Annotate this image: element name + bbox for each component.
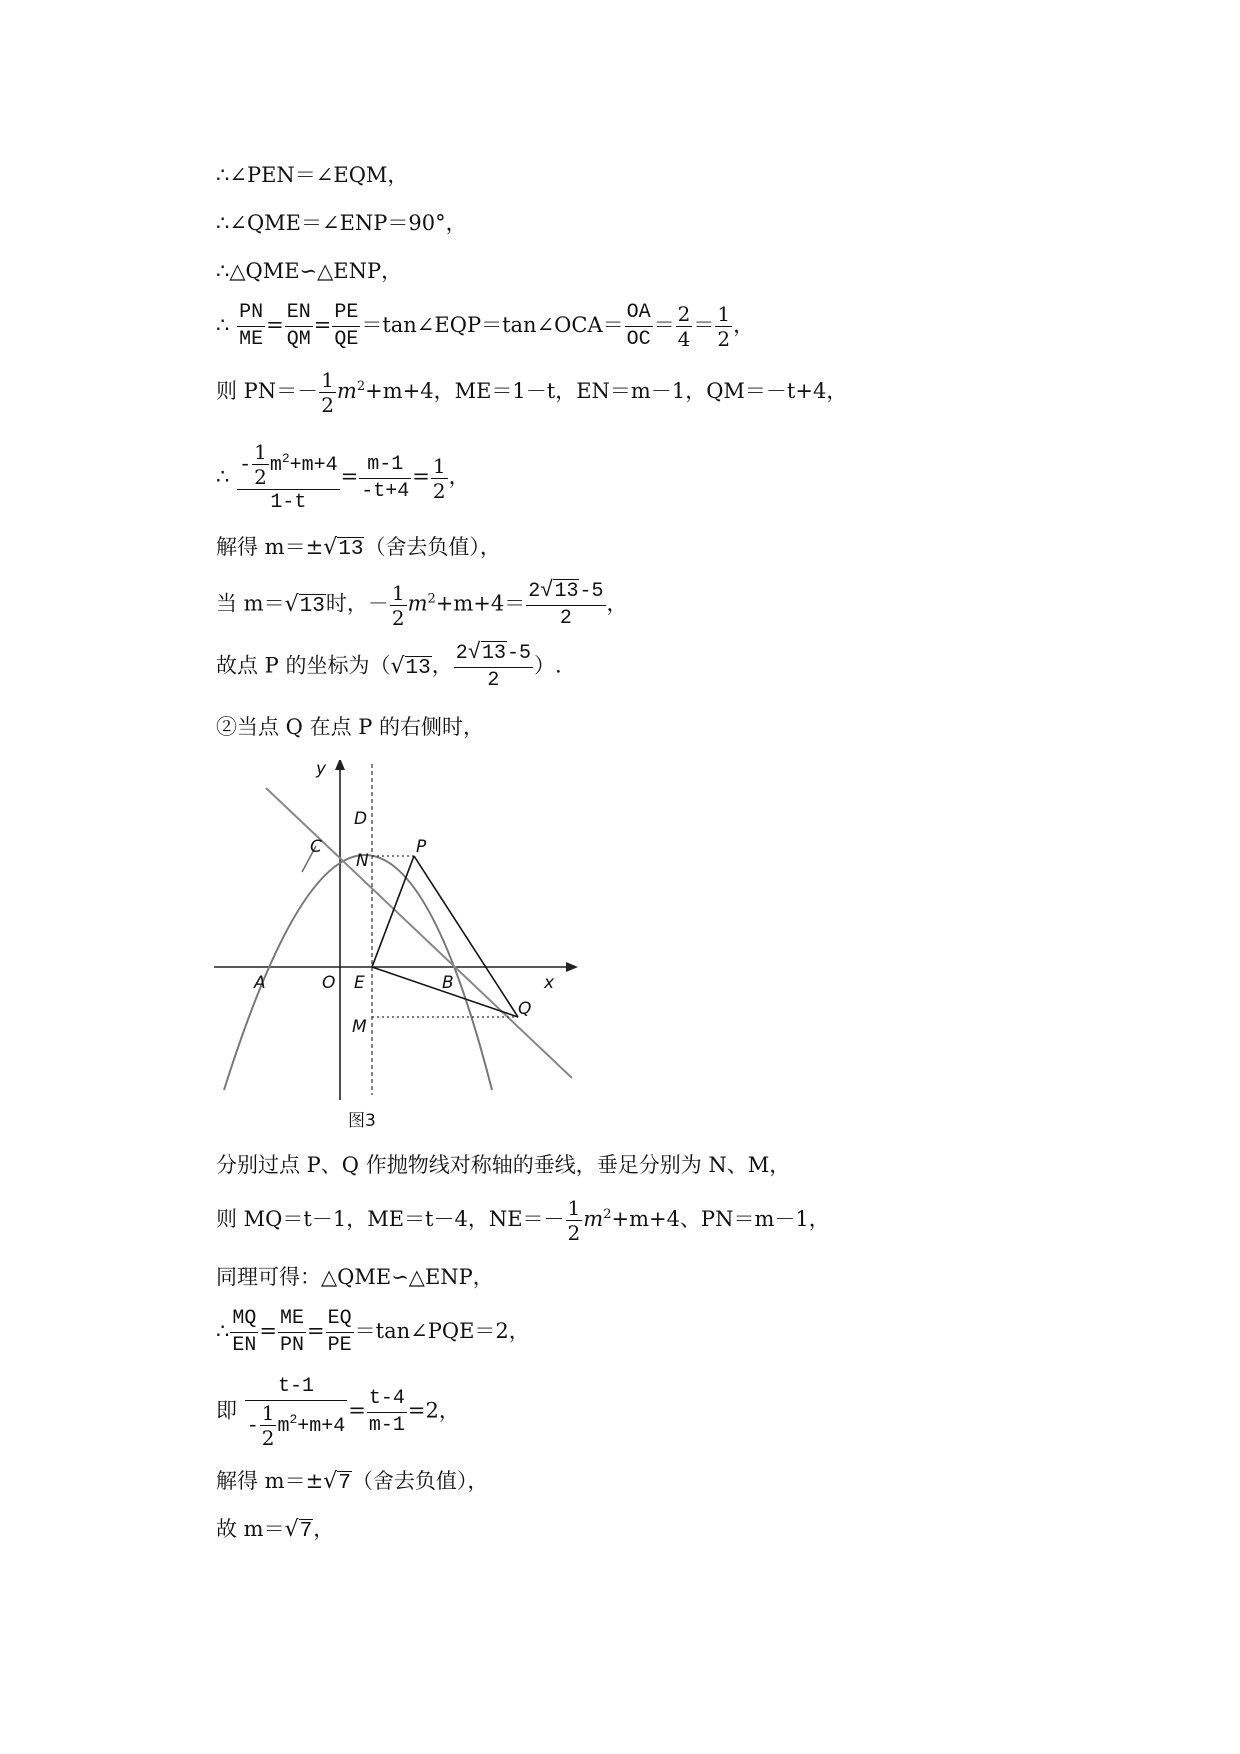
step-ratio-equation: ∴ $\frac{PN}{ME}$ = $\frac{EN}{QM}$ = $\frac{PE}{QE}$ ＝tan∠EQP＝tan∠OCA＝ $\frac{OA}{OC}$ ＝ $\frac{2}{4}$ ＝ $\frac{1}{2}$ ， <box>216 301 755 351</box>
fraction-big-2: t-1 - $\frac{1}{2}$ $m^2+m+4$ <box>246 1375 346 1450</box>
step-substituted-ratio-2: 即 t-1 - $\frac{1}{2}$ $m^2+m+4$ = $\frac{t-4}{m-1}$ =2， <box>216 1375 460 1450</box>
label-e: E <box>354 973 365 993</box>
fraction-half: $\frac{1}{2}$ <box>321 368 334 417</box>
figure-caption: 图3 <box>348 1111 376 1131</box>
fraction-half-inner: $\frac{1}{2}$ <box>254 440 267 489</box>
fraction-eq-pe: $\frac{EQ}{PE}$ <box>327 1307 352 1357</box>
fraction-1-2: $\frac{1}{2}$ <box>717 302 731 351</box>
step-evaluate: 当 m＝√13时，－ $\frac{1}{2}$ $m^2+m+4=$ $\frac{2√13-5}{2}$ ， <box>216 578 628 630</box>
fraction-oa-oc: $\frac{OA}{OC}$ <box>626 301 651 351</box>
fraction-pe-qe: $\frac{PE}{QE}$ <box>334 301 359 351</box>
fraction-2-4: $\frac{2}{4}$ <box>677 302 691 351</box>
fraction-m-1: $\frac{m-1}{-t+4}$ <box>361 452 410 503</box>
step-angle-pen-eqm: ∴∠PEN＝∠EQM， <box>216 163 409 187</box>
fraction-mq-en: $\frac{MQ}{EN}$ <box>232 1307 257 1357</box>
step-lengths-2: 则 MQ＝t－1，ME＝t－4，NE＝－ $\frac{1}{2}$ $m^2+m+4$、PN＝m－1， <box>216 1196 830 1245</box>
fraction-half-inner-2: $\frac{1}{2}$ <box>261 1401 275 1450</box>
figure-3 <box>214 760 584 1140</box>
segment-pq <box>414 856 518 1017</box>
step-substituted-ratio: ∴ - $\frac{1}{2}$ $m^2+m+4$ 1-t = $\frac{m-1}{-t+4}$ = $\frac{1}{2}$ ， <box>216 440 470 514</box>
step-solve-m: 解得 m＝±√13（舍去负值）， <box>216 535 501 561</box>
case-2-heading: ②当点 Q 在点 P 的右侧时， <box>216 715 485 739</box>
step-point-p: 故点 P 的坐标为（√13， $\frac{2√13-5}{2}$ ）. <box>216 640 562 692</box>
fraction-half-3: $\frac{1}{2}$ <box>391 580 405 630</box>
fraction-me-pn: $\frac{ME}{PN}$ <box>280 1307 305 1357</box>
step-ratio-equation-2: ∴ $\frac{MQ}{EN}$ = $\frac{ME}{PN}$ = $\frac{EQ}{PE}$ ＝tan∠PQE＝2， <box>216 1307 530 1357</box>
fraction-value: $\frac{2√13-5}{2}$ <box>528 578 604 630</box>
y-axis-arrow <box>335 760 345 770</box>
label-a: A <box>254 973 266 993</box>
label-n: N <box>356 851 369 871</box>
fraction-py: $\frac{2√13-5}{2}$ <box>455 640 531 692</box>
label-o: O <box>322 973 336 993</box>
step-lengths: 则 PN＝－ $\frac{1}{2}$ $m^2+m+4$，ME＝1－t，EN＝m－1，QM＝－t+4， <box>216 368 848 417</box>
segment-pe <box>372 856 414 967</box>
line-ac <box>266 788 572 1078</box>
fraction-half-4: $\frac{1}{2}$ <box>567 1196 581 1245</box>
final-m: 故 m＝√7， <box>216 1517 335 1543</box>
step-right-angles: ∴∠QME＝∠ENP＝90°， <box>216 211 467 235</box>
label-m: M <box>352 1017 367 1037</box>
step-solve-m-2: 解得 m＝±√7（舍去负值）， <box>216 1469 489 1495</box>
label-c: C <box>310 837 322 857</box>
label-d: D <box>354 809 368 829</box>
fraction-big: - $\frac{1}{2}$ $m^2+m+4$ 1-t <box>239 440 338 514</box>
step-similar-triangles: ∴△QME∽△ENP， <box>216 259 403 283</box>
label-x: x <box>544 973 555 993</box>
label-q: Q <box>518 999 532 1019</box>
label-y: y <box>316 760 327 779</box>
perpendicular-construction: 分别过点 P、Q 作抛物线对称轴的垂线，垂足分别为 N、M， <box>216 1153 791 1177</box>
x-axis-arrow <box>566 962 578 972</box>
fraction-en-qm: $\frac{EN}{QM}$ <box>286 301 311 351</box>
similar-triangles-2: 同理可得：△QME∽△ENP， <box>216 1265 494 1289</box>
fraction-pn-me: $\frac{PN}{ME}$ <box>239 301 264 351</box>
label-p: P <box>416 837 427 857</box>
label-b: B <box>442 973 454 993</box>
fraction-t-4: $\frac{t-4}{m-1}$ <box>368 1386 405 1437</box>
fraction-half-2: $\frac{1}{2}$ <box>432 453 446 503</box>
